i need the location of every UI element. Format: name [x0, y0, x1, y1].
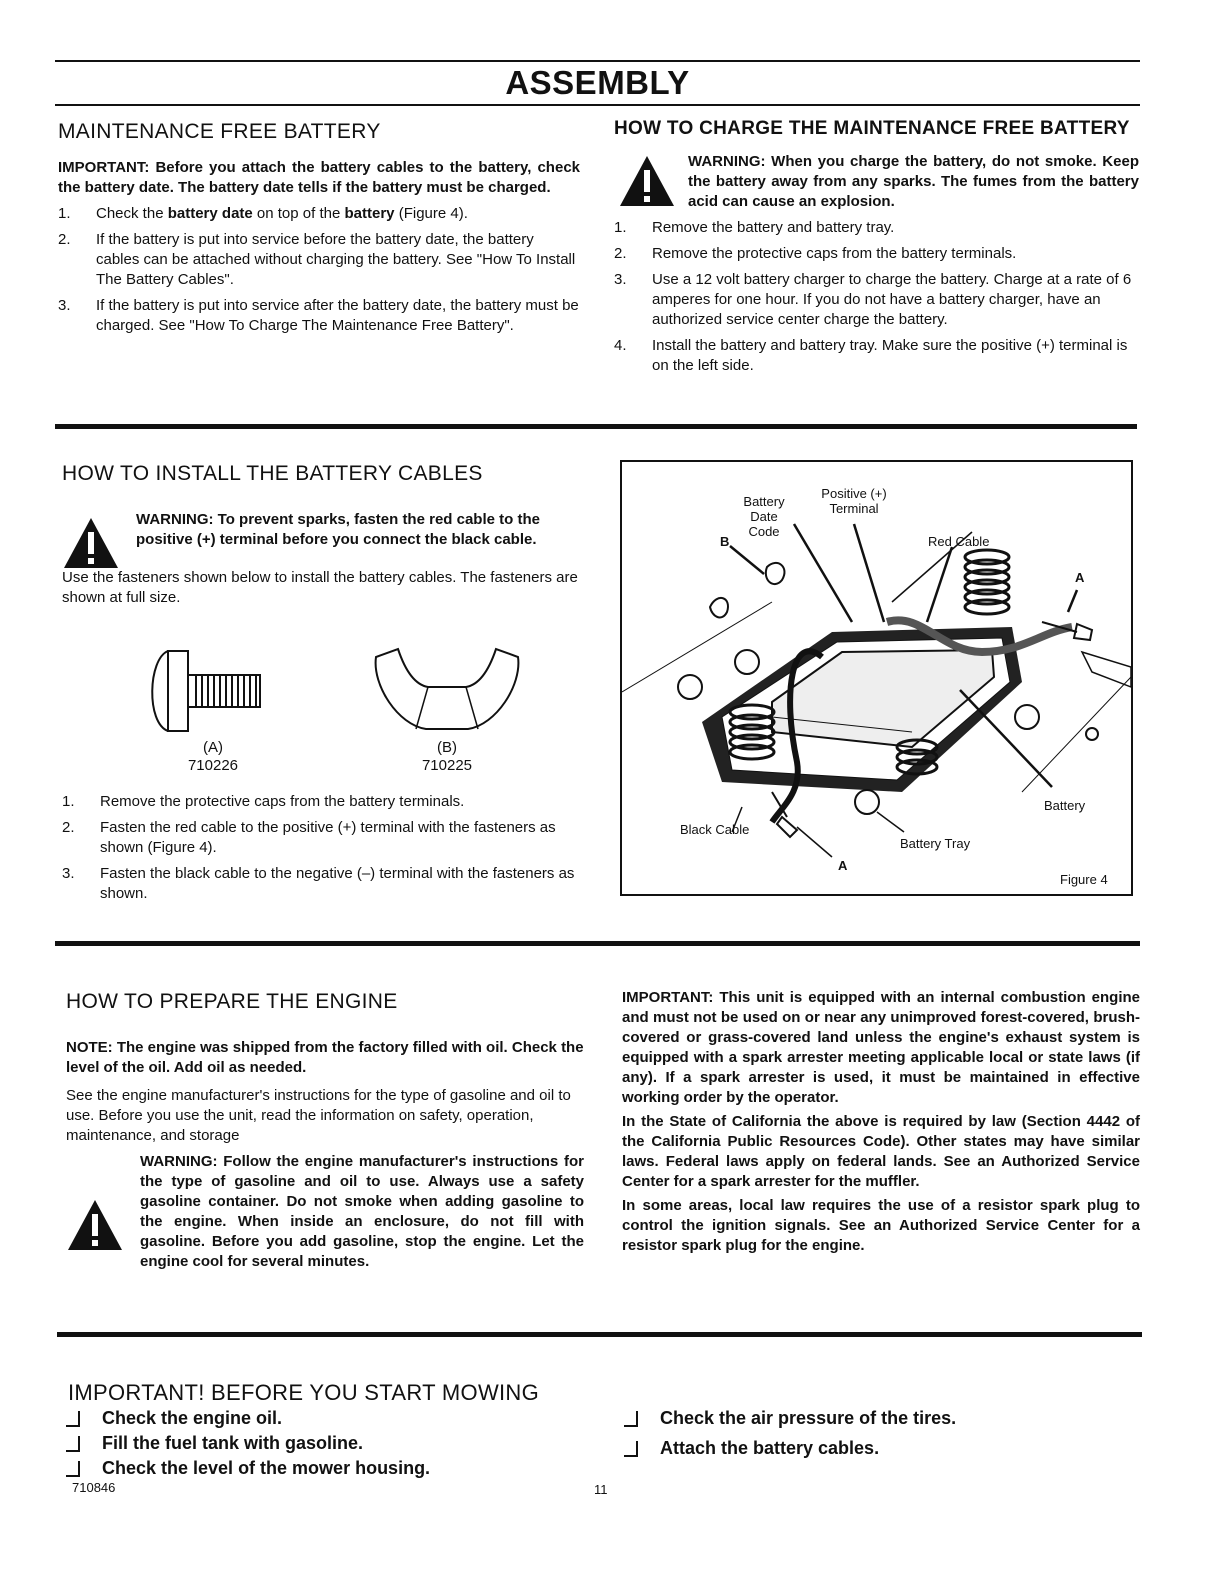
page-number: 11 — [594, 1482, 608, 1497]
checkbox-icon — [66, 1461, 80, 1477]
fastener-a-part: 710226 — [187, 757, 239, 774]
charge-steps — [614, 218, 1139, 376]
checkbox-icon — [624, 1441, 638, 1457]
list-item: 2. Fasten the red cable to the positive (+) terminal with the fasteners as shown (Figure 4). — [62, 819, 556, 856]
list-item: 3. Fasten the black cable to the negative (–) terminal with the fasteners as shown. — [62, 865, 575, 902]
label-b: B — [720, 534, 730, 549]
battery-important: IMPORTANT: Before you attach the battery cables to the battery, check the battery date. The battery date tells if the battery must be charged. — [58, 159, 580, 196]
battery-steps — [58, 204, 580, 336]
list-item: 3. Use a 12 volt battery charger to charge the battery. Charge at a rate of 6 amperes for one hour. If you do not have a battery charger, have an authorized service center charge the battery. — [614, 271, 1132, 328]
page-title: ASSEMBLY — [505, 64, 690, 101]
header-top-rule — [55, 60, 1140, 62]
cables-section — [62, 462, 582, 620]
list-item: 4. Install the battery and battery tray. Make sure the positive (+) terminal is on the left side. — [614, 337, 1128, 374]
checklist-item: Check the engine oil. — [66, 1408, 282, 1429]
label-black-cable: Black Cable — [680, 822, 750, 837]
warning-icon — [66, 1198, 124, 1252]
list-item: 1. Check the battery date on top of the battery (Figure 4). — [58, 205, 468, 222]
engine-important-2: In the State of California the above is required by law (Section 4442 of the California Public Resources Code). Other states may have similar laws. Federal laws apply on federal lands. See an Authorized Service Center for a spark arrester for the muffler. — [622, 1113, 1140, 1190]
fastener-a-letter: (A) — [203, 739, 223, 756]
checklist-item: Fill the fuel tank with gasoline. — [66, 1433, 363, 1454]
fastener-b-letter: (B) — [437, 739, 457, 756]
label-a-bottom: A — [838, 858, 848, 873]
part-number: 710846 — [72, 1480, 116, 1495]
engine-important-section — [622, 988, 1140, 1256]
charge-section — [614, 118, 1139, 382]
label-battery-date-code: Battery Date Code — [743, 494, 785, 539]
battery-heading: MAINTENANCE FREE BATTERY — [58, 120, 381, 143]
label-a-top: A — [1075, 570, 1085, 585]
engine-important-1: IMPORTANT: This unit is equipped with an internal combustion engine and must not be used on or near any unimproved forest-covered, brush-covered or grass-covered land unless the engine's exhaust system is equipped with a spark arrester meeting applicable local or state laws (if any). If a spark arrester is used, it must be maintained in effective working order by the operator. — [622, 989, 1140, 1106]
label-battery: Battery — [1044, 798, 1086, 813]
engine-warning: WARNING: Follow the engine manufacturer's instructions for the type of gasoline and oil to use. Always use a safety gasoline container. Do not smoke when adding gasoline to the engine. When inside an enclosure, do not fill with gasoline. Before you add gasoline, stop the engine. Let the engine cool for several minutes. — [140, 1153, 584, 1270]
bolt-fastener-drawing — [140, 645, 270, 735]
label-red-cable: Red Cable — [928, 534, 990, 549]
checklist-item: Check the air pressure of the tires. — [624, 1408, 956, 1429]
engine-body: See the engine manufacturer's instructions for the type of gasoline and oil to use. Before you use the unit, read the information on safety, operation, maintenance, and storage — [66, 1087, 571, 1144]
checklist-item: Check the level of the mower housing. — [66, 1458, 430, 1479]
checkbox-icon — [624, 1411, 638, 1427]
list-item: 1. Remove the battery and battery tray. — [614, 219, 895, 236]
label-battery-tray: Battery Tray — [900, 836, 971, 851]
charge-warning: WARNING: When you charge the battery, do not smoke. Keep the battery away from any sparks. The fumes from the battery acid can cause an explosion. — [688, 153, 1139, 210]
battery-section — [58, 120, 580, 342]
engine-note: NOTE: The engine was shipped from the factory filled with oil. Check the level of the oil. Add oil as needed. — [66, 1039, 584, 1076]
charge-heading: HOW TO CHARGE THE MAINTENANCE FREE BATTERY — [614, 118, 1130, 139]
section-divider — [57, 1332, 1142, 1337]
fastener-b-part: 710225 — [421, 757, 473, 774]
engine-important-3: In some areas, local law requires the use of a resistor spark plug to control the ignition signals. See an Authorized Service Center for a resistor spark plug for the engine. — [622, 1197, 1140, 1254]
list-item: 2. If the battery is put into service before the battery date, the battery cables can be attached without charging the battery. See "How To Install The Battery Cables". — [58, 231, 576, 288]
checkbox-icon — [66, 1436, 80, 1452]
header-bottom-rule — [55, 104, 1140, 106]
engine-section — [66, 990, 584, 1272]
figure-4 — [620, 460, 1133, 896]
wing-nut-fastener-drawing — [368, 645, 528, 740]
engine-heading: HOW TO PREPARE THE ENGINE — [66, 990, 398, 1013]
list-item: 3. If the battery is put into service after the battery date, the battery must be charged. See "How To Charge The Maintenance Free Battery". — [58, 297, 579, 334]
label-positive-terminal: Positive (+) Terminal — [821, 486, 887, 516]
cables-steps — [62, 792, 582, 910]
cables-warning: WARNING: To prevent sparks, fasten the red cable to the positive (+) terminal before you connect the black cable. — [136, 511, 540, 548]
cables-heading: HOW TO INSTALL THE BATTERY CABLES — [62, 462, 483, 485]
checkbox-icon — [66, 1411, 80, 1427]
list-item: 2. Remove the protective caps from the battery terminals. — [614, 245, 1017, 262]
list-item: 1. Remove the protective caps from the battery terminals. — [62, 793, 465, 810]
cables-intro: Use the fasteners shown below to install the battery cables. The fasteners are shown at full size. — [62, 569, 578, 606]
warning-icon — [618, 154, 676, 208]
warning-icon — [62, 516, 120, 570]
checklist-item: Attach the battery cables. — [624, 1438, 879, 1459]
figure-caption: Figure 4 — [1060, 872, 1108, 887]
checklist-heading: IMPORTANT! BEFORE YOU START MOWING — [68, 1380, 540, 1405]
section-divider — [55, 424, 1137, 429]
section-divider — [55, 941, 1140, 946]
